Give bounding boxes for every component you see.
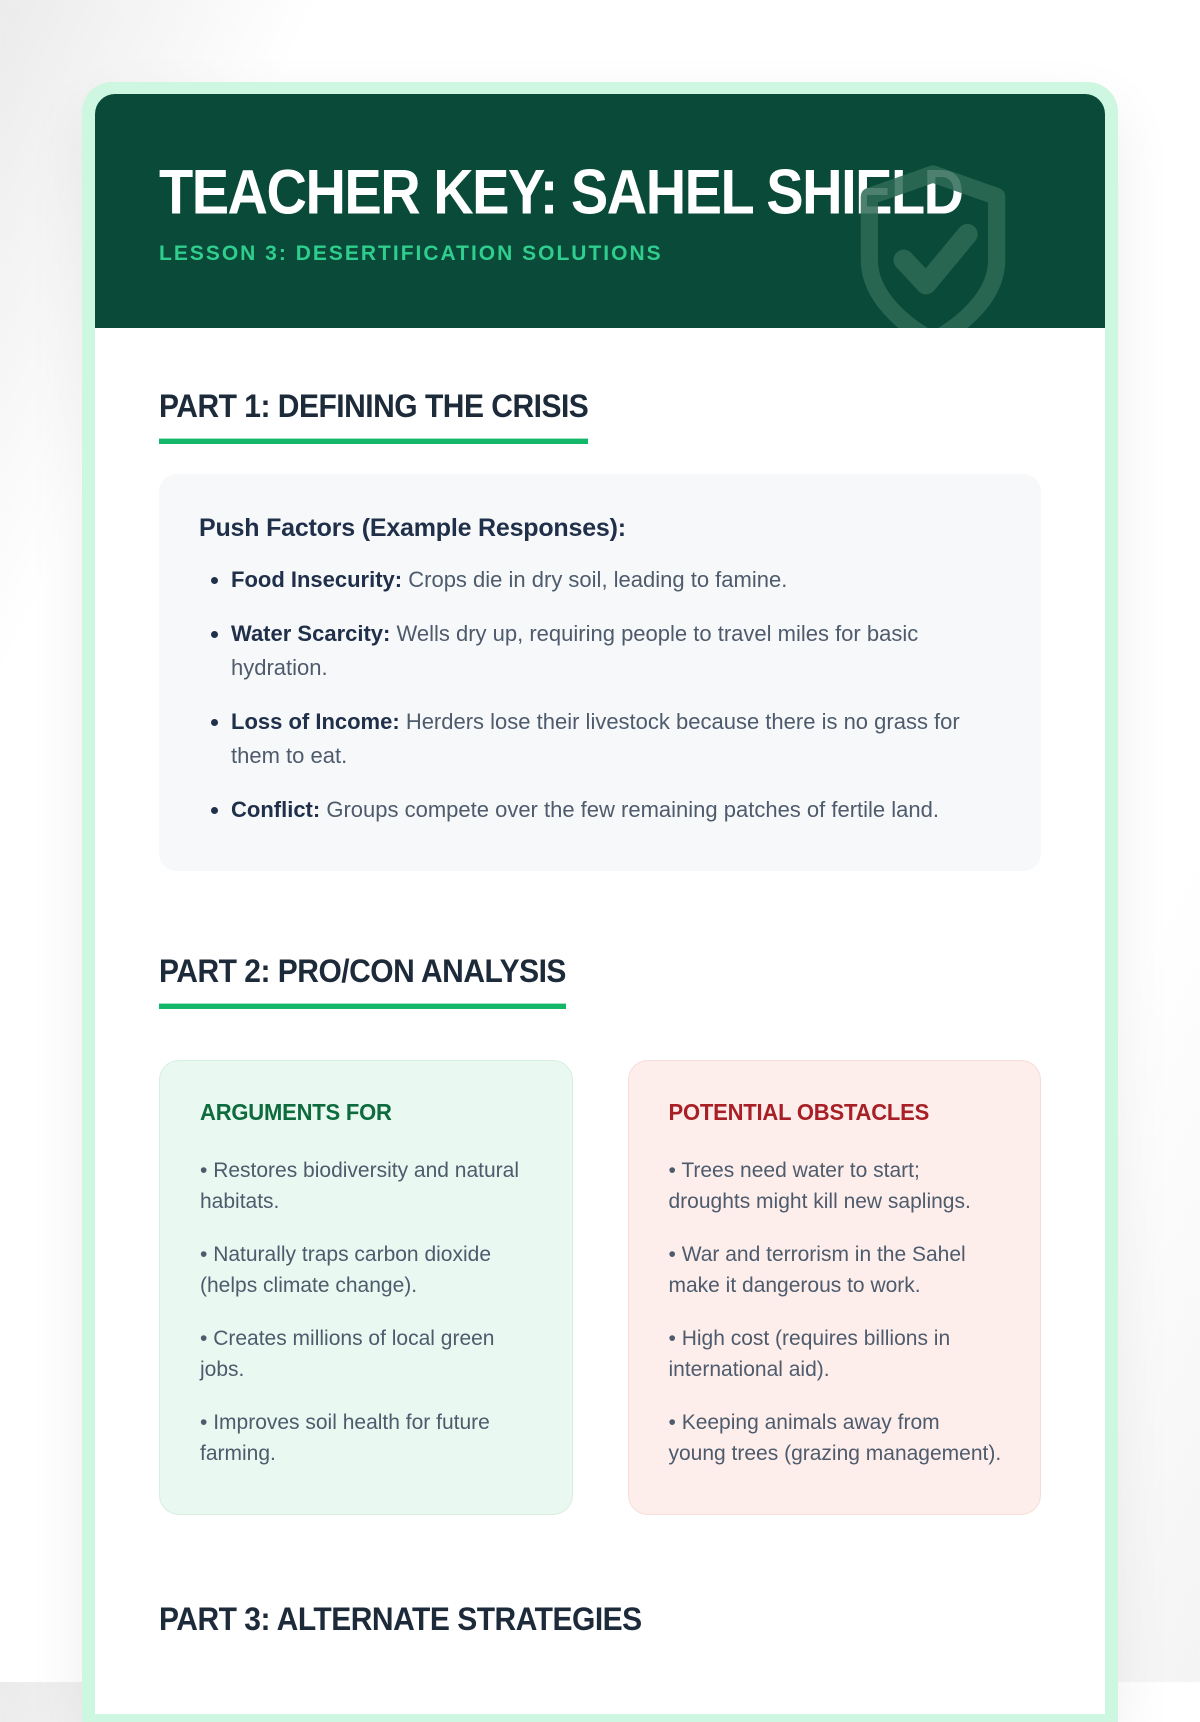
pro-con-columns (159, 1060, 1041, 1515)
list-item (231, 617, 999, 685)
pro-item: • Naturally traps carbon dioxide (helps climate change). (200, 1239, 534, 1302)
arguments-for-title: ARGUMENTS FOR (200, 1098, 392, 1125)
section-part2 (159, 955, 1041, 1515)
potential-obstacles-panel (628, 1060, 1042, 1515)
con-item: • Keeping animals away from young trees (grazing management). (669, 1407, 1003, 1470)
arguments-for-panel (159, 1060, 573, 1515)
section-part3 (159, 1601, 1041, 1638)
potential-obstacles-title: POTENTIAL OBSTACLES (668, 1098, 930, 1125)
worksheet-body (95, 328, 1105, 1714)
list-item (231, 563, 999, 597)
worksheet-subtitle: LESSON 3: DESERTIFICATION SOLUTIONS (159, 242, 663, 265)
part3-heading: PART 3: ALTERNATE STRATEGIES (159, 1601, 642, 1638)
con-item: • War and terrorism in the Sahel make it dangerous to work. (669, 1239, 1003, 1302)
pro-item: • Restores biodiversity and natural habitats. (200, 1155, 534, 1218)
push-factors-list (199, 563, 999, 828)
list-item-text: Groups compete over the few remaining patches of fertile land. (326, 796, 939, 822)
section-part1 (159, 390, 1041, 871)
part1-heading: PART 1: DEFINING THE CRISIS (159, 390, 588, 443)
list-item-label: Conflict: (231, 796, 321, 822)
list-item-label: Loss of Income: (231, 708, 400, 734)
list-item-text: Crops die in dry soil, leading to famine. (408, 566, 788, 592)
pro-item: • Improves soil health for future farming. (200, 1407, 534, 1470)
list-item-text: Wells dry up, requiring people to travel miles for basic hydration. (231, 620, 919, 680)
part1-panel-title: Push Factors (Example Responses): (199, 513, 626, 542)
list-item-text: Herders lose their livestock because there is no grass for them to eat. (231, 708, 960, 768)
con-item: • Trees need water to start; droughts might kill new saplings. (669, 1155, 1003, 1218)
shield-check-icon (847, 162, 1019, 328)
worksheet-title: TEACHER KEY: SAHEL SHIELD (159, 156, 963, 227)
part1-answer-panel (159, 474, 1041, 872)
list-item (231, 793, 999, 827)
con-item: • High cost (requires billions in international aid). (669, 1323, 1003, 1386)
worksheet-card (82, 82, 1118, 1722)
worksheet-header (95, 94, 1105, 328)
pro-item: • Creates millions of local green jobs. (200, 1323, 534, 1386)
part2-heading: PART 2: PRO/CON ANALYSIS (159, 955, 566, 1008)
list-item-label: Food Insecurity: (231, 566, 403, 592)
list-item (231, 705, 999, 773)
list-item-label: Water Scarcity: (231, 620, 391, 646)
